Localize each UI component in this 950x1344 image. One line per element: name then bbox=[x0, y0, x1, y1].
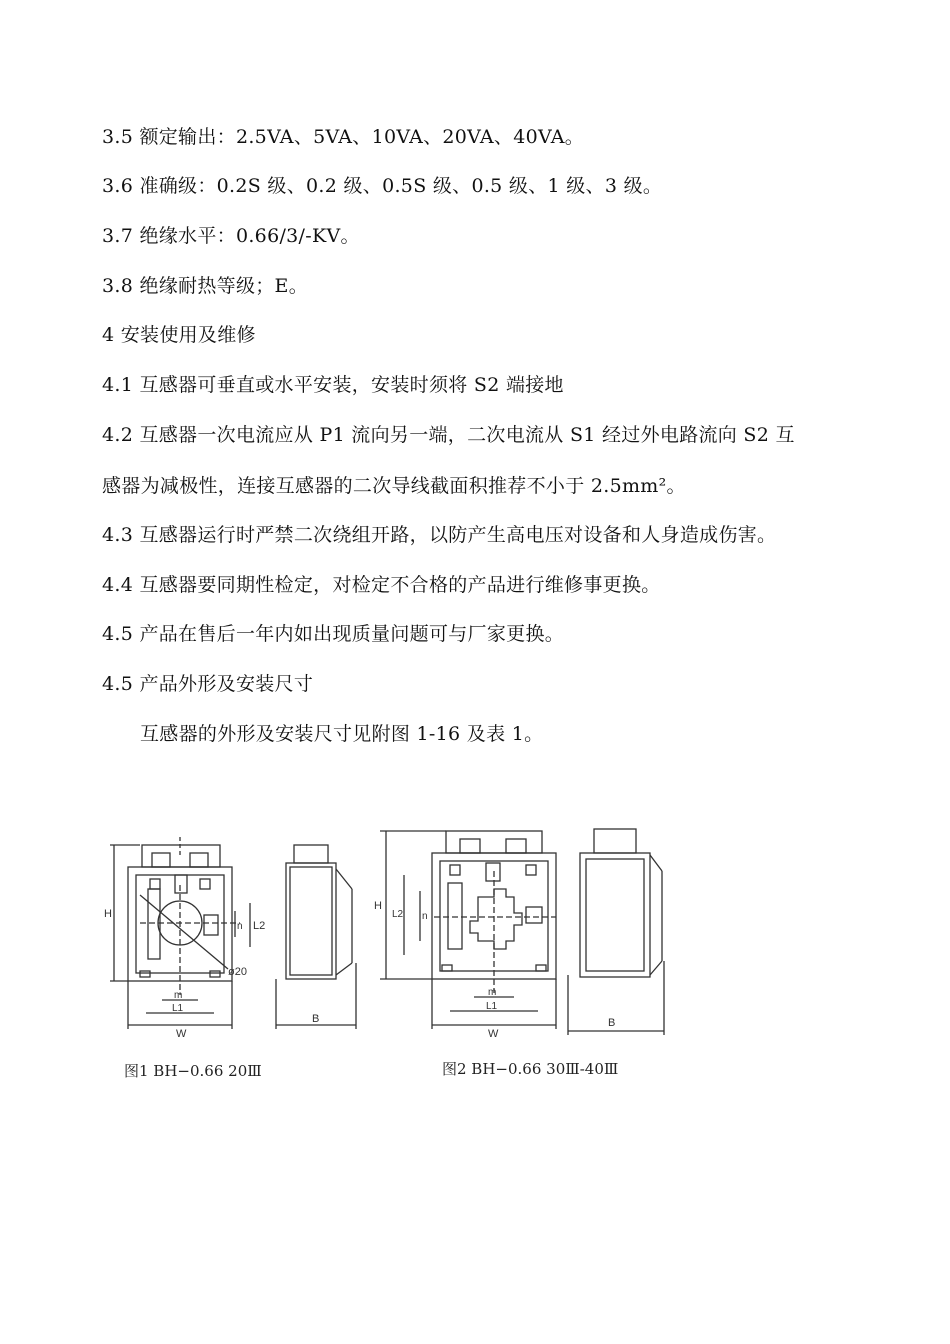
item-4-5: 4.5 产品在售后一年内如出现质量问题可与厂家更换。 bbox=[102, 623, 565, 645]
spec-3-7: 3.7 绝缘水平：0.66/3/-KV。 bbox=[102, 225, 360, 247]
fig1-label-n: n bbox=[237, 921, 243, 932]
fig2-label-h: H bbox=[374, 900, 382, 912]
spec-3-6: 3.6 准确级：0.2S 级、0.2 级、0.5S 级、0.5 级、1 级、3 级。 bbox=[102, 175, 663, 197]
fig2-label-b: B bbox=[608, 1017, 616, 1029]
item-4-4: 4.4 互感器要同期性检定，对检定不合格的产品进行维修事更换。 bbox=[102, 574, 661, 596]
item-4-1: 4.1 互感器可垂直或水平安装，安装时须将 S2 端接地 bbox=[102, 374, 564, 396]
item-4-5-dimensions: 4.5 产品外形及安装尺寸 bbox=[102, 673, 314, 695]
spec-3-8: 3.8 绝缘耐热等级；E。 bbox=[102, 275, 309, 297]
figure-2-drawing bbox=[370, 825, 670, 1055]
fig1-label-h: H bbox=[104, 908, 112, 920]
fig2-label-l1: L1 bbox=[486, 1001, 498, 1012]
fig2-label-n: n bbox=[422, 911, 428, 922]
fig1-label-phi20: ø20 bbox=[228, 966, 247, 978]
item-4-3: 4.3 互感器运行时严禁二次绕组开路，以防产生高电压对设备和人身造成伤害。 bbox=[102, 524, 777, 546]
fig1-label-w: W bbox=[176, 1028, 187, 1040]
fig2-label-m: m bbox=[488, 987, 497, 998]
fig2-label-w: W bbox=[488, 1028, 499, 1040]
item-4-2-cont: 感器为减极性，连接互感器的二次导线截面积推荐不小于 2.5mm²。 bbox=[102, 475, 686, 497]
fig2-label-l2: L2 bbox=[392, 909, 404, 920]
section-4-heading: 4 安装使用及维修 bbox=[102, 324, 256, 346]
fig1-label-m: m bbox=[174, 990, 183, 1001]
spec-3-5: 3.5 额定输出：2.5VA、5VA、10VA、20VA、40VA。 bbox=[102, 126, 585, 148]
figure-1-drawing bbox=[100, 825, 360, 1055]
item-4-2: 4.2 互感器一次电流应从 P1 流向另一端，二次电流从 S1 经过外电路流向 S2 互 bbox=[102, 424, 795, 446]
figure-1-caption: 图1 BH−0.66 20Ⅲ bbox=[124, 1062, 262, 1080]
fig1-label-b: B bbox=[312, 1013, 320, 1025]
dimensions-note: 互感器的外形及安装尺寸见附图 1-16 及表 1。 bbox=[140, 723, 544, 745]
figure-2-caption: 图2 BH−0.66 30Ⅲ-40Ⅲ bbox=[442, 1060, 619, 1078]
fig1-label-l1: L1 bbox=[172, 1003, 184, 1014]
fig1-label-l2: L2 bbox=[253, 920, 266, 932]
